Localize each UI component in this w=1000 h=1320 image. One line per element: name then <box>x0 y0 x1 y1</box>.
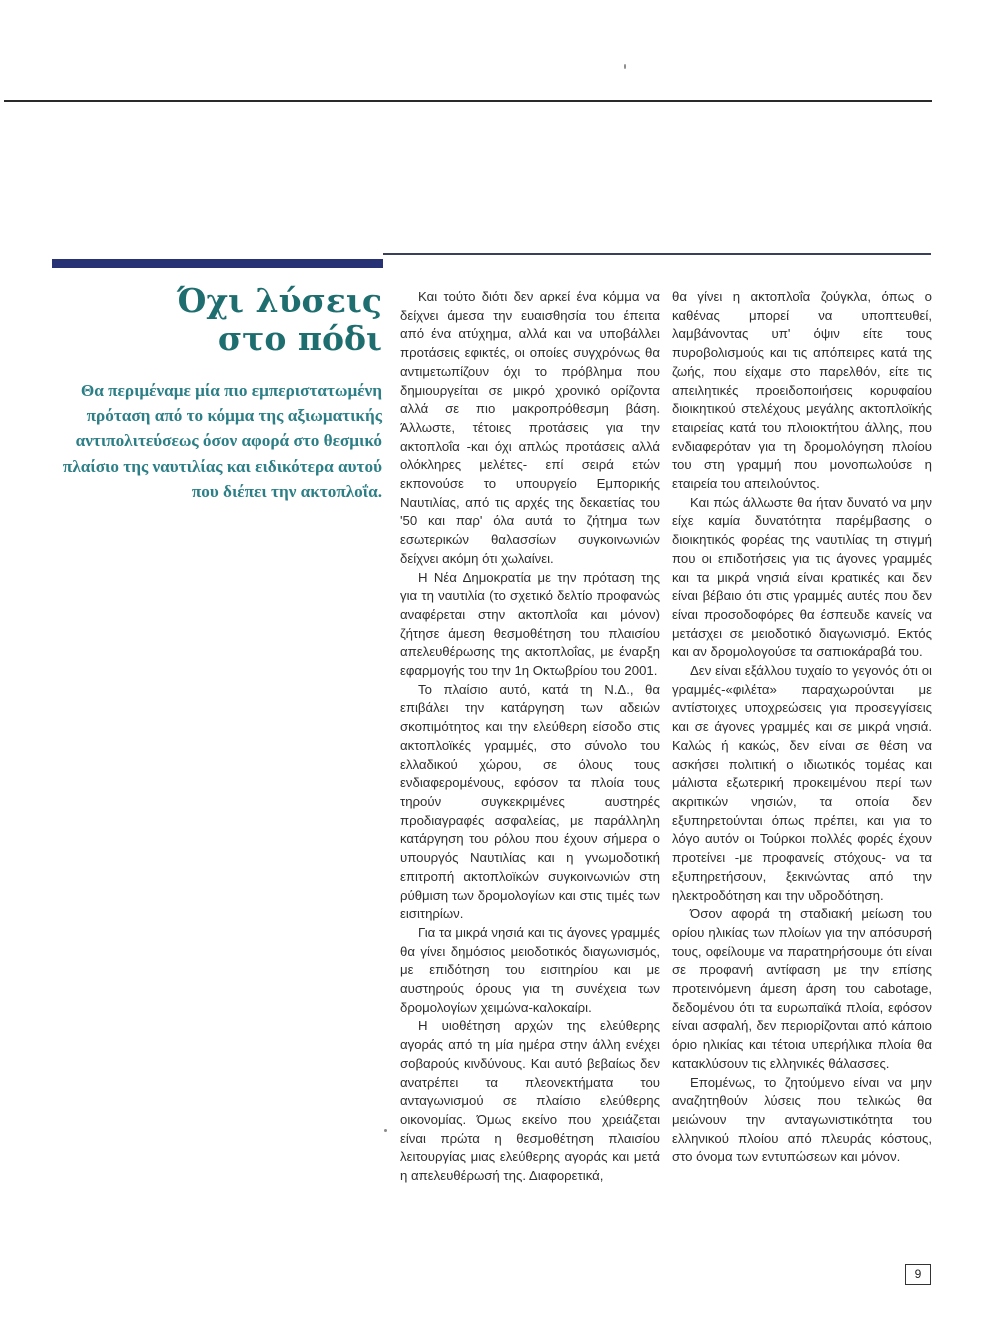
body-column-2 <box>672 288 932 1167</box>
lead-paragraph: Θα περιμέναμε μία πιο εμπεριστατωμένη πρόταση από το κόμμα της αξιωματικής αντιπολιτεύσεως όσον αφορά στο θεσμικό πλαίσιο της ναυτιλίας και ειδικότερα αυτού που διέπει την ακτοπλοΐα. <box>62 381 382 501</box>
print-speck <box>384 1129 387 1132</box>
body-paragraph: Και πώς άλλωστε θα ήταν δυνατό να μην είχε καμία δυνατότητα παρέμβασης ο διοικητικός φορέας της ναυτιλίας τη στιγμή που οι επιδοτήσεις για τις άγονες γραμμές και τα μικρά νησιά είναι κρατικές και δεν είναι βέβαιο ότι στις γραμμές αυτές που δεν είναι προσοδοφόρες θα έσπευδε κανείς να μετάσχει σε μειοδοτικό διαγωνισμό. Εκτός και αν δρομολογούσε τα σαπιοκάραβά του. <box>672 494 932 660</box>
headline <box>62 282 382 358</box>
section-rule-thin <box>383 253 931 255</box>
page-number: 9 <box>905 1264 931 1285</box>
section-rule-thick <box>52 259 383 268</box>
print-speck <box>624 64 626 69</box>
body-paragraph: Και τούτο διότι δεν αρκεί ένα κόμμα να δείχνει άμεσα την ευαισθησία του έπειτα από ένα ατύχημα, αλλά και να υποβάλλει προτάσεις εφικτές, οι οποίες συγχρόνως θα αντιμετωπίζουν όχι το πρόβλημα που δημιουργείται σε μικρό χρονικό ορίζοντα αλλά σε πιο μακροπρόθεσμη βάση. Άλλωστε, τέτοιες προτάσεις για την ακτοπλοΐα -και όχι απλώς προτάσεις αλλά ολόκληρες μελέτες- επί σειρά ετών εκπονούσε το υπουργείο Εμπορικής Ναυτιλίας, από τις αρχές της δεκαετίας του '50 και παρ' όλα αυτά το ζήτημα των εσωτερικών θαλασσίων συγκοινωνιών δείχνει ακόμη ότι χωλαίνει. <box>400 289 660 566</box>
headline-line-2: στο πόδι <box>217 319 382 358</box>
body-column-1 <box>400 288 660 1186</box>
body-paragraph: Επομένως, το ζητούμενο είναι να μην αναζητηθούν λύσεις που τελικώς θα μειώνουν την ανταγωνιστικότητα του ελληνικού πλοίου από πλευράς κόστους, στο όνομα των εντυπώσεων και μόνον. <box>672 1074 932 1165</box>
body-paragraph: Η υιοθέτηση αρχών της ελεύθερης αγοράς από τη μία ημέρα στην άλλη ενέχει σοβαρούς κινδύνους. Και αυτό βεβαίως δεν ανατρέπει τα πλεονεκτήματα του ανταγωνισμού σε πλαίσιο ελεύθερης οικονομίας. Όμως εκείνο που χρειάζεται είναι πρώτα η θεσμοθέτηση πλαισίου λειτουργίας μιας ελεύθερης αγοράς και μετά η απελευθέρωσή της. Διαφορετικά, <box>400 1018 660 1184</box>
body-paragraph: Για τα μικρά νησιά και τις άγονες γραμμές θα γίνει δημόσιος μειοδοτικός διαγωνισμός, με επιδότηση του εισιτηρίου και με αυστηρούς όρους για τη συνέχεια των δρομολογίων χειμώνα-καλοκαίρι. <box>400 924 660 1015</box>
body-paragraph: Η Νέα Δημοκρατία με την πρόταση της για τη ναυτιλία (το σχετικό δελτίο προφανώς αναφέρεται στην ακτοπλοΐα και μόνον) ζήτησε άμεση θεσμοθέτηση του πλαισίου απελευθέρωσης της ακτοπλοΐας, με έναρξη εφαρμογής του την 1η Οκτωβρίου του 2001. <box>400 569 660 679</box>
headline-line-1: Όχι λύσεις <box>177 281 382 320</box>
body-paragraph: Δεν είναι εξάλλου τυχαίο το γεγονός ότι οι γραμμές-«φιλέτα» παραχωρούνται με αντίστοιχες υποχρεώσεις για προσεγγίσεις και σε άγονες γραμμές και σε μικρά νησιά. Καλώς ή κακώς, δεν είναι σε θέση να ασκήσει πολιτική ο ιδιωτικός τομέας και μάλιστα εξωτερική προκειμένου περί των ακριτικών νησιών, τα οποία δεν εξυπηρετούνται όπως πρέπει, και για το λόγο αυτόν οι Τούρκοι πολλές φορές έχουν προτείνει -με προφανείς στόχους- να τα εξυπηρετήσουν, ξεκινώντας από την ηλεκτροδότηση και την υδροδότηση. <box>672 663 932 903</box>
body-paragraph: Όσον αφορά τη σταδιακή μείωση του ορίου ηλικίας των πλοίων για την απόσυρσή τους, οφείλουμε να παρατηρήσουμε ότι είναι σε προφανή αντίφαση με την επίσης προτεινόμενη άμεση άρση του cabotage, δεδομένου ότι τα ευρωπαϊκά πλοία, εφόσον είναι ασφαλή, δεν περιορίζονται από κάποιο όριο ηλικίας και τέτοια υπερήλικα πλοία θα κατακλύσουν τις ελληνικές θάλασσες. <box>672 906 932 1071</box>
body-paragraph: Το πλαίσιο αυτό, κατά τη Ν.Δ., θα επιβάλει την κατάργηση των αδειών σκοπιμότητος και την ελεύθερη είσοδο στις ακτοπλοϊκές γραμμές, στο σύνολο του ελλαδικού χώρου, σε όλους τους ενδιαφερομένους, εφόσον τα πλοία τους τηρούν συγκεκριμένες αυστηρές προδιαγραφές ασφαλείας, με παράλληλη κατάργηση του ρόλου που έχουν σήμερα ο υπουργός Ναυτιλίας και η γνωμοδοτική επιτροπή ακτοπλοϊκών συγκοινωνιών στη ρύθμιση των δρομολογίων και στις τιμές των εισιτηρίων. <box>400 681 660 922</box>
body-paragraph: θα γίνει η ακτοπλοΐα ζούγκλα, όπως ο καθένας μπορεί να υποπτευθεί, λαμβάνοντας υπ' όψιν είτε τους πυροβολισμούς και τις απόπειρες κατά της ζωής, που είχαμε στο παρελθόν, είτε τις απειλητικές προειδοποιήσεις κορυφαίου διοικητικού στελέχους μεγάλης ακτοπλοϊκής εταιρείας κατά του πλοιοκτήτου άλλης, που ενδιαφερόταν για τη δρομολόγηση πλοίου του στη γραμμή που μονοπωλούσε η εταιρεία του απειλούντος. <box>672 289 932 492</box>
top-rule <box>4 100 932 102</box>
